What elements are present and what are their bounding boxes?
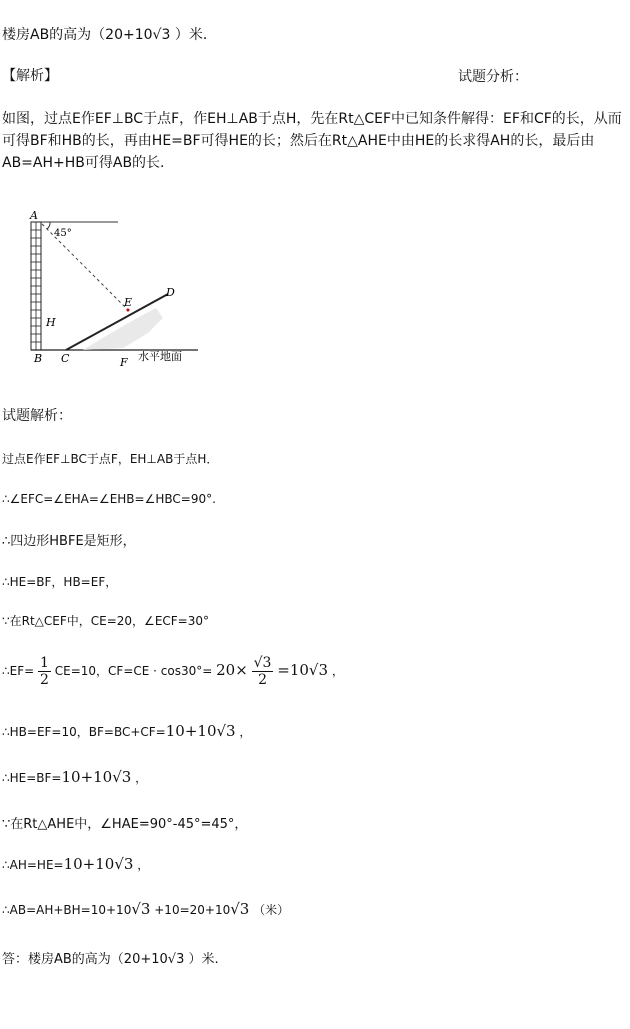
fraction-one-half: $\frac{1}{2}$ bbox=[40, 655, 49, 688]
geometry-figure bbox=[28, 208, 208, 370]
step-6-a: ∴EF= bbox=[2, 664, 35, 678]
label-F: F bbox=[120, 356, 128, 369]
analysis-label: 试题分析： bbox=[458, 69, 528, 85]
step-4: ∴HE=BF，HB=EF， bbox=[2, 575, 118, 589]
analysis-paragraph: 如图，过点E作EF⊥BC于点F，作EH⊥AB于点H，先在Rt△CEF中已知条件解得：EF和CF的长，从而可得BF和HB的长，再由HE=BF可得HE的长；然后在Rt△AHE中由HE的长求得AH的长，最后由AB=AH+HB可得AB的长. bbox=[2, 111, 622, 171]
step-2: ∴∠EFC=∠EHA=∠EHB=∠HBC=90°. bbox=[2, 492, 216, 506]
label-H: H bbox=[46, 316, 56, 329]
section-label: 【解析】 bbox=[2, 68, 58, 84]
label-E: E bbox=[124, 296, 133, 309]
label-C: C bbox=[61, 352, 70, 365]
angle-arc bbox=[47, 222, 50, 229]
final-answer: 答：楼房AB的高为（20+10√3 ）米. bbox=[2, 952, 219, 967]
step-11: ∴AB=AH+BH=10+10√3 +10=20+10√3 （米） bbox=[2, 900, 290, 918]
solution-label: 试题解析： bbox=[2, 408, 72, 424]
label-45: 45° bbox=[54, 228, 72, 239]
step-8: ∴HE=BF=10+10√3 ， bbox=[2, 768, 148, 786]
step-3: ∴四边形HBFE是矩形， bbox=[2, 534, 136, 549]
label-ground: 水平地面 bbox=[138, 350, 182, 363]
step-9: ∵在Rt△AHE中，∠HAE=90°-45°=45°， bbox=[2, 817, 248, 832]
step-6-e: ， bbox=[331, 664, 344, 678]
step-6-b: CE=10，CF=CE · cos30°= bbox=[54, 664, 213, 678]
step-6-c: 20× bbox=[216, 661, 248, 679]
step-7: ∴HB=EF=10，BF=BC+CF=10+10√3 ， bbox=[2, 722, 252, 740]
label-D: D bbox=[166, 286, 175, 299]
slope-fill bbox=[83, 308, 163, 350]
step-10: ∴AH=HE=10+10√3 ， bbox=[2, 855, 150, 873]
step-6-d: =10√3 bbox=[277, 661, 329, 679]
answer-line: 楼房AB的高为（20+10√3 ）米． bbox=[2, 27, 217, 43]
step-1: 过点E作EF⊥BC于点F，EH⊥AB于点H． bbox=[2, 452, 219, 466]
step-6 bbox=[2, 655, 344, 688]
label-B: B bbox=[34, 352, 43, 365]
label-A: A bbox=[30, 209, 38, 222]
fraction-root3-half: $\frac{√3}{2}$ bbox=[253, 655, 272, 688]
step-5: ∵在Rt△CEF中，CE=20，∠ECF=30° bbox=[2, 614, 210, 628]
